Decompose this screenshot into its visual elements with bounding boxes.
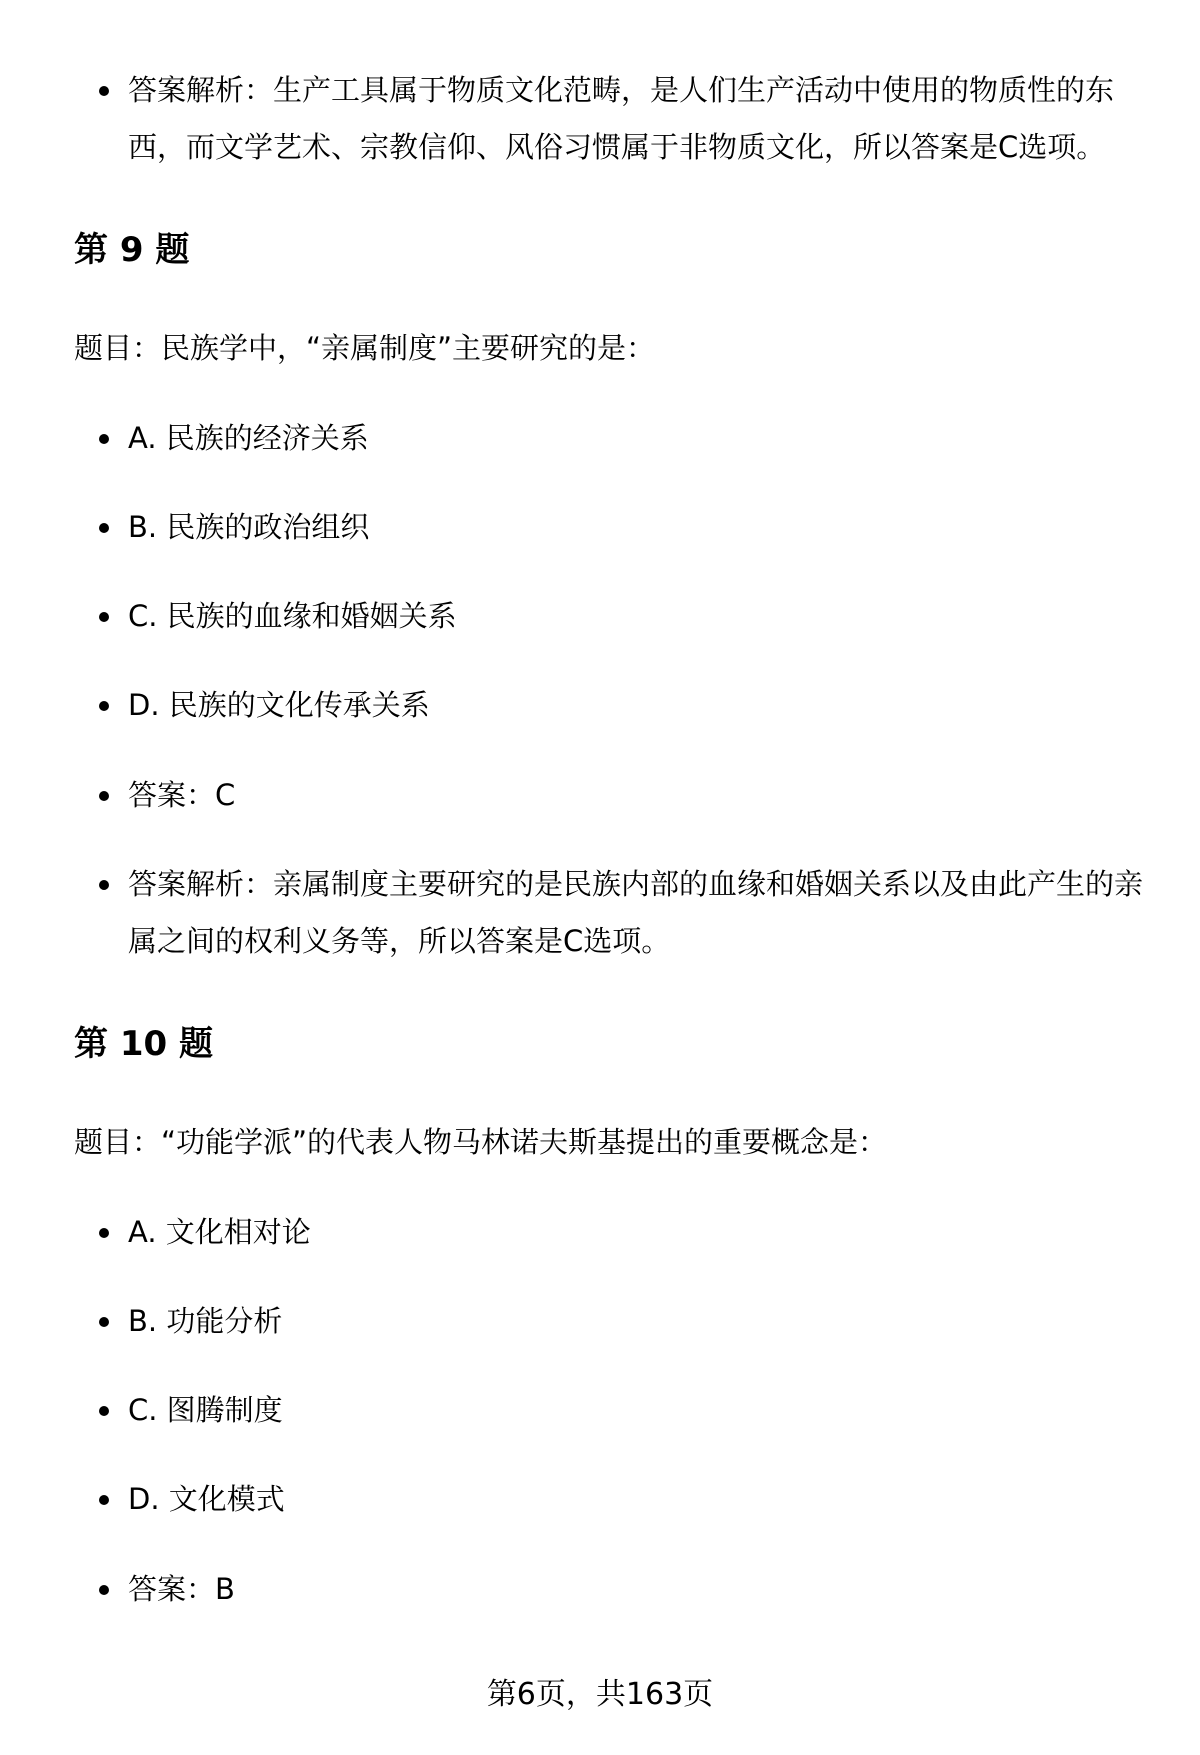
- question-10-stem: 题目：“功能学派”的代表人物马林诺夫斯基提出的重要概念是：: [74, 1125, 888, 1159]
- question-9-explanation: 答案解析：亲属制度主要研究的是民族内部的血缘和婚姻关系以及由此产生的亲属之间的权利义务等，所以答案是C选项。: [128, 856, 1148, 970]
- question-10-heading: 第 10 题: [74, 1024, 213, 1064]
- question-9-heading: 第 9 题: [74, 230, 190, 270]
- question-9-answer: 答案：C: [128, 767, 1148, 824]
- prev-explanation: 答案解析：生产工具属于物质文化范畴，是人们生产活动中使用的物质性的东西，而文学艺术、宗教信仰、风俗习惯属于非物质文化，所以答案是C选项。: [128, 62, 1148, 176]
- question-10-option-d: D. 文化模式: [128, 1471, 1148, 1528]
- question-9-option-c: C. 民族的血缘和婚姻关系: [128, 588, 1148, 645]
- question-10-option-b: B. 功能分析: [128, 1293, 1148, 1350]
- page-footer: 第6页，共163页: [486, 1677, 714, 1712]
- question-10-answer: 答案：B: [128, 1561, 1148, 1618]
- question-10-option-a: A. 文化相对论: [128, 1204, 1148, 1261]
- question-9-stem: 题目：民族学中，“亲属制度”主要研究的是：: [74, 331, 656, 365]
- question-10-option-c: C. 图腾制度: [128, 1382, 1148, 1439]
- question-9-option-d: D. 民族的文化传承关系: [128, 677, 1148, 734]
- question-9-option-a: A. 民族的经济关系: [128, 410, 1148, 467]
- question-9-option-b: B. 民族的政治组织: [128, 499, 1148, 556]
